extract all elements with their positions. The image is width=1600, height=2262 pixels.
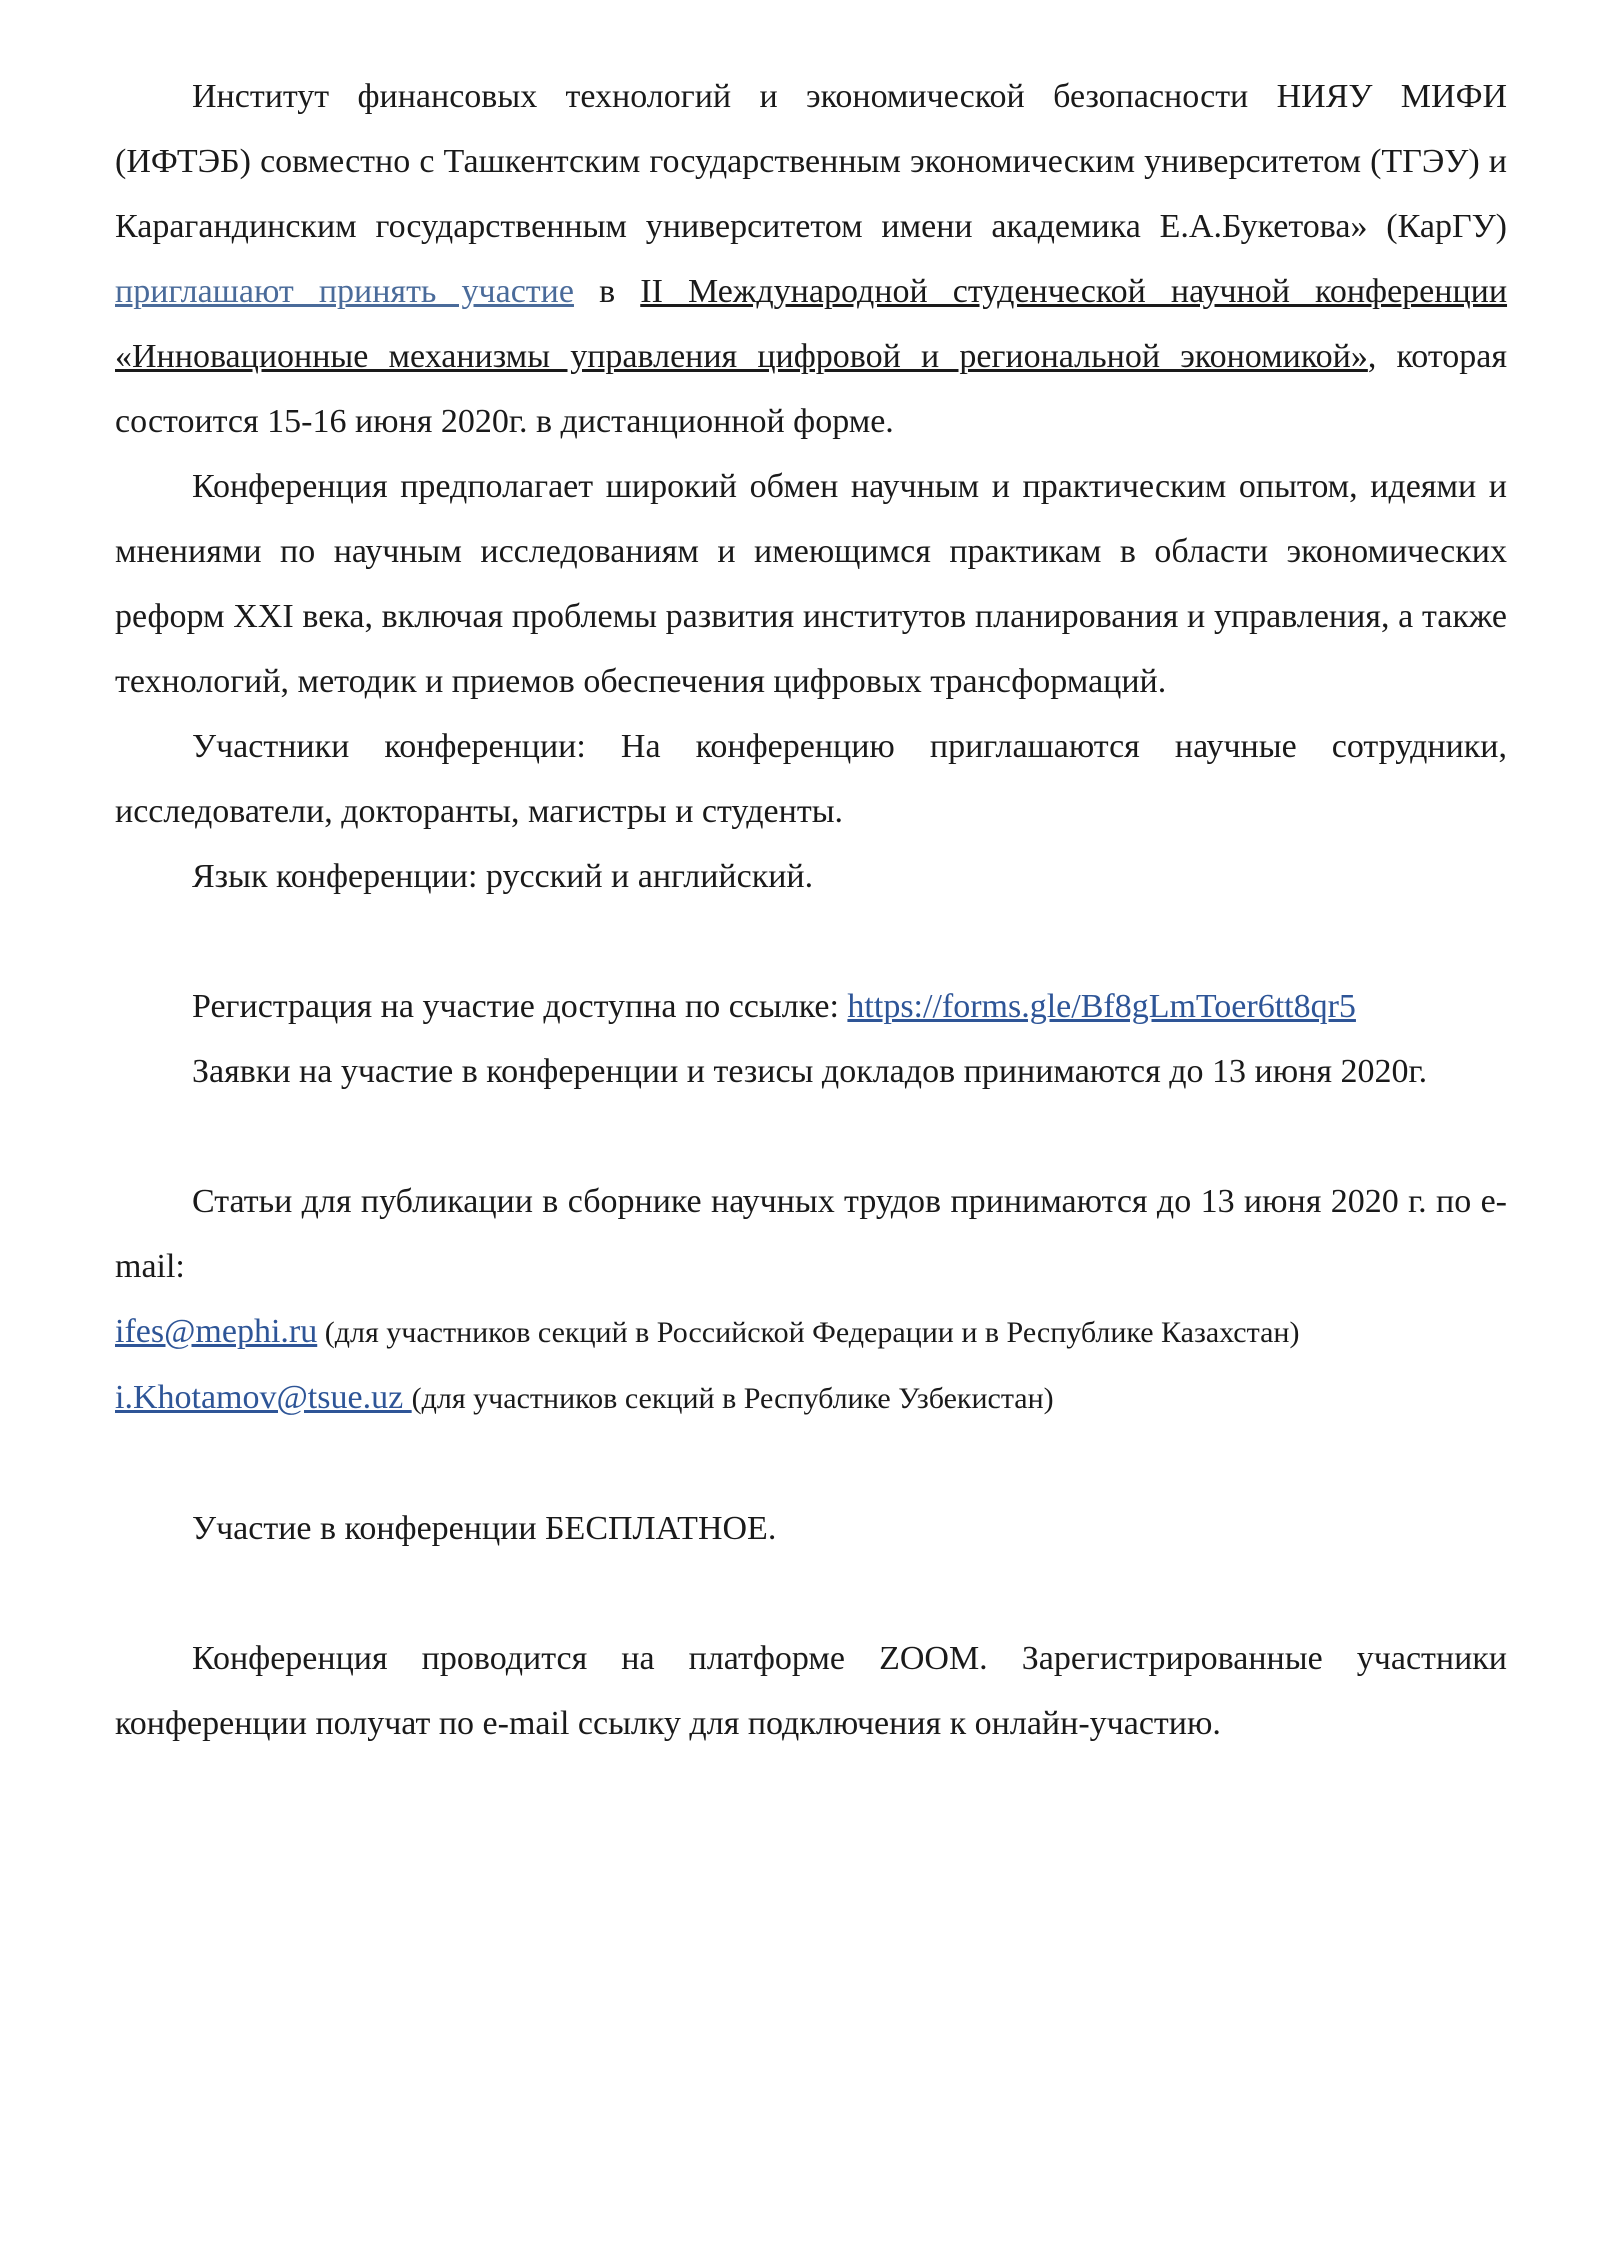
registration-label: Регистрация на участие доступна по ссылке: — [192, 988, 848, 1025]
email-line-russia — [115, 1299, 1507, 1365]
spacer — [115, 1561, 1507, 1626]
email-note-russia: (для участников секций в Российской Федерации и в Республике Казахстан) — [317, 1316, 1300, 1349]
invite-link[interactable]: приглашают принять участие — [115, 273, 574, 310]
spacer — [115, 1431, 1507, 1496]
spacer — [115, 909, 1507, 974]
document-body — [115, 64, 1507, 1756]
participants-paragraph: Участники конференции: На конференцию приглашаются научные сотрудники, исследователи, докторанты, магистры и студенты. — [115, 728, 1507, 830]
intro-lead: Институт финансовых технологий и экономической безопасности НИЯУ МИФИ (ИФТЭБ) совместно с Ташкентским государственным экономическим университетом (ТГЭУ) и Карагандинским государственным университетом имени академика Е.А.Букетова» (КарГУ) — [115, 78, 1507, 245]
intro-tail: , которая состоится 15-16 июня 2020г. в дистанционной форме. — [115, 338, 1508, 440]
intro-paragraph — [115, 64, 1507, 454]
exchange-paragraph: Конференция предполагает широкий обмен научным и практическим опытом, идеями и мнениями по научным исследованиям и имеющимся практикам в области экономических реформ XXI века, включая проблемы развития институтов планирования и управления, а также технологий, методик и приемов обеспечения цифровых трансформаций. — [115, 468, 1507, 700]
conference-title: II Международной студенческой научной конференции «Инновационные механизмы управления цифровой и региональной экономикой» — [115, 273, 1508, 375]
email-link-tsue[interactable]: i.Khotamov@tsue.uz — [115, 1379, 412, 1416]
registration-link[interactable]: https://forms.gle/Bf8gLmToer6tt8qr5 — [847, 988, 1356, 1025]
articles-paragraph: Статьи для публикации в сборнике научных трудов принимаются до 13 июня 2020 г. по e-mail: — [115, 1183, 1507, 1285]
email-link-mephi[interactable]: ifes@mephi.ru — [115, 1313, 318, 1350]
registration-paragraph — [115, 974, 1507, 1039]
applications-paragraph: Заявки на участие в конференции и тезисы докладов принимаются до 13 июня 2020г. — [192, 1053, 1428, 1090]
spacer — [115, 1104, 1507, 1169]
language-paragraph: Язык конференции: русский и английский. — [192, 858, 814, 895]
email-note-uzbekistan: (для участников секций в Республике Узбекистан) — [411, 1382, 1054, 1415]
email-line-uzbekistan — [115, 1365, 1507, 1431]
free-paragraph: Участие в конференции БЕСПЛАТНОЕ. — [192, 1510, 777, 1547]
intro-connector: в — [599, 273, 616, 310]
zoom-paragraph: Конференция проводится на платформе ZOOM. Зарегистрированные участники конференции получат по e-mail ссылку для подключения к онлайн-участию. — [115, 1640, 1507, 1742]
